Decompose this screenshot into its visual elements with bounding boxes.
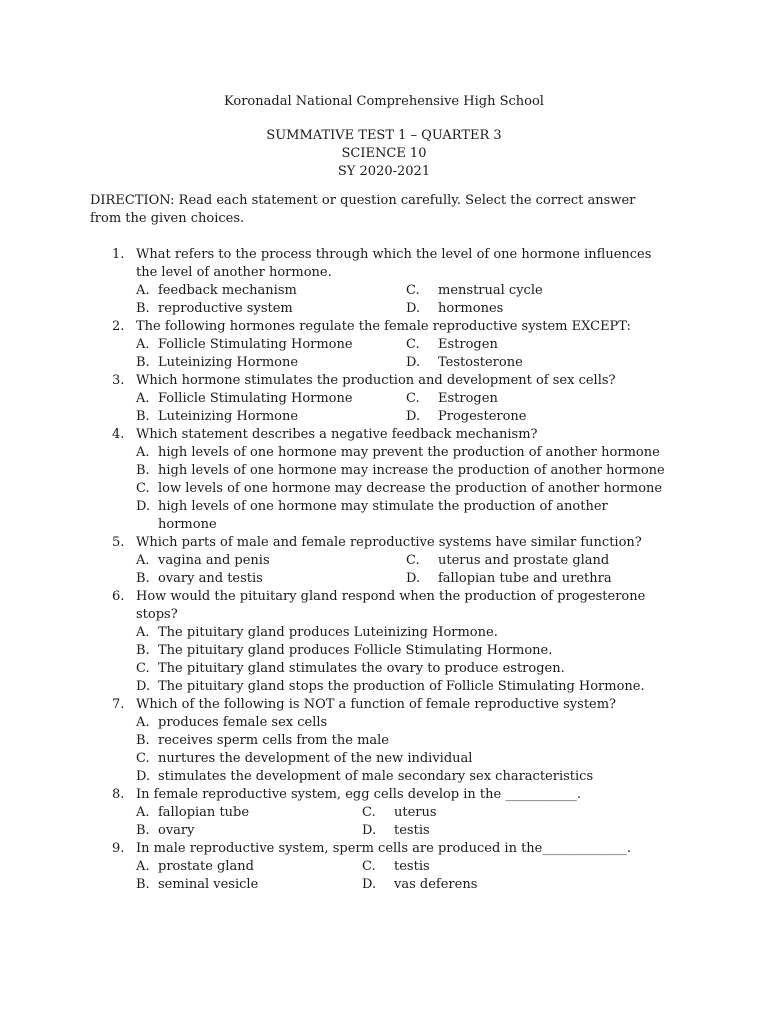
option-a: A. fallopian tube	[136, 805, 250, 820]
option-a: A. prostate gland	[136, 859, 254, 874]
option-d: D. The pituitary gland stops the production of Follicle Stimulating Hormone.	[136, 679, 645, 694]
option-a: A. feedback mechanism	[136, 283, 297, 298]
question-text: Which statement describes a negative feedback mechanism?	[136, 427, 538, 442]
question-number: 7.	[112, 697, 125, 712]
question-7	[0, 696, 768, 786]
option-d: D. testis	[362, 823, 430, 838]
option-c: C. nurtures the development of the new individual	[136, 751, 473, 766]
direction-line-1: DIRECTION: Read each statement or question carefully. Select the correct answer	[90, 193, 636, 208]
option-c: C. menstrual cycle	[406, 283, 543, 298]
question-6	[0, 588, 768, 696]
option-a: A. vagina and penis	[136, 553, 270, 568]
question-text: How would the pituitary gland respond when the production of progesterone	[136, 589, 646, 604]
option-d-cont: hormone	[158, 517, 217, 532]
question-text-cont: the level of another hormone.	[136, 265, 332, 280]
question-text: In male reproductive system, sperm cells are produced in the_____________.	[136, 841, 632, 856]
question-5	[0, 534, 768, 588]
option-c: C. The pituitary gland stimulates the ovary to produce estrogen.	[136, 661, 565, 676]
option-b: B. seminal vesicle	[136, 877, 259, 892]
question-3	[0, 372, 768, 426]
question-text: In female reproductive system, egg cells develop in the ___________.	[136, 787, 581, 802]
option-b: B. ovary	[136, 823, 195, 838]
option-a: A. Follicle Stimulating Hormone	[136, 337, 353, 352]
question-number: 1.	[112, 247, 125, 262]
option-c: C. uterus and prostate gland	[406, 553, 610, 568]
option-b: B. receives sperm cells from the male	[136, 733, 389, 748]
question-number: 2.	[112, 319, 125, 334]
question-9	[0, 840, 768, 894]
option-b: B. Luteinizing Hormone	[136, 409, 299, 424]
question-number: 9.	[112, 841, 125, 856]
option-a: A. Follicle Stimulating Hormone	[136, 391, 353, 406]
question-text-cont: stops?	[136, 607, 178, 622]
question-number: 6.	[112, 589, 125, 604]
option-b: B. reproductive system	[136, 301, 293, 316]
option-d: D. Testosterone	[406, 355, 523, 370]
test-title: SUMMATIVE TEST 1 – QUARTER 3	[266, 128, 502, 143]
option-b: B. ovary and testis	[136, 571, 263, 586]
direction-text	[90, 192, 660, 228]
question-text: What refers to the process through which the level of one hormone influences	[136, 247, 652, 262]
option-a: A. produces female sex cells	[136, 715, 328, 730]
question-2	[0, 318, 768, 372]
question-text: The following hormones regulate the female reproductive system EXCEPT:	[136, 319, 631, 334]
option-c: C. testis	[362, 859, 430, 874]
option-b: B. The pituitary gland produces Follicle Stimulating Hormone.	[136, 643, 553, 658]
option-d: D. Progesterone	[406, 409, 527, 424]
question-1	[0, 246, 768, 318]
option-b: B. high levels of one hormone may increase the production of another hormone	[136, 463, 665, 478]
question-number: 8.	[112, 787, 125, 802]
school-name: Koronadal National Comprehensive High School	[224, 94, 544, 109]
option-d: D. high levels of one hormone may stimulate the production of another	[136, 499, 608, 514]
subject: SCIENCE 10	[341, 146, 427, 161]
option-c: C. uterus	[362, 805, 437, 820]
option-c: C. Estrogen	[406, 337, 498, 352]
option-d: D. fallopian tube and urethra	[406, 571, 612, 586]
option-a: A. high levels of one hormone may prevent the production of another hormone	[136, 445, 660, 460]
option-c: C. Estrogen	[406, 391, 498, 406]
option-b: B. Luteinizing Hormone	[136, 355, 299, 370]
direction-line-2: from the given choices.	[90, 211, 245, 226]
school-year: SY 2020-2021	[337, 164, 431, 179]
question-8	[0, 786, 768, 840]
question-number: 4.	[112, 427, 125, 442]
question-text: Which parts of male and female reproductive systems have similar function?	[136, 535, 642, 550]
question-text: Which hormone stimulates the production and development of sex cells?	[136, 373, 616, 388]
question-text: Which of the following is NOT a function of female reproductive system?	[136, 697, 617, 712]
question-number: 5.	[112, 535, 125, 550]
option-c: C. low levels of one hormone may decrease the production of another hormone	[136, 481, 663, 496]
option-d: D. vas deferens	[362, 877, 478, 892]
question-list	[0, 246, 768, 894]
question-4	[0, 426, 768, 534]
option-d: D. stimulates the development of male secondary sex characteristics	[136, 769, 594, 784]
option-d: D. hormones	[406, 301, 504, 316]
option-a: A. The pituitary gland produces Luteinizing Hormone.	[136, 625, 498, 640]
question-number: 3.	[112, 373, 125, 388]
